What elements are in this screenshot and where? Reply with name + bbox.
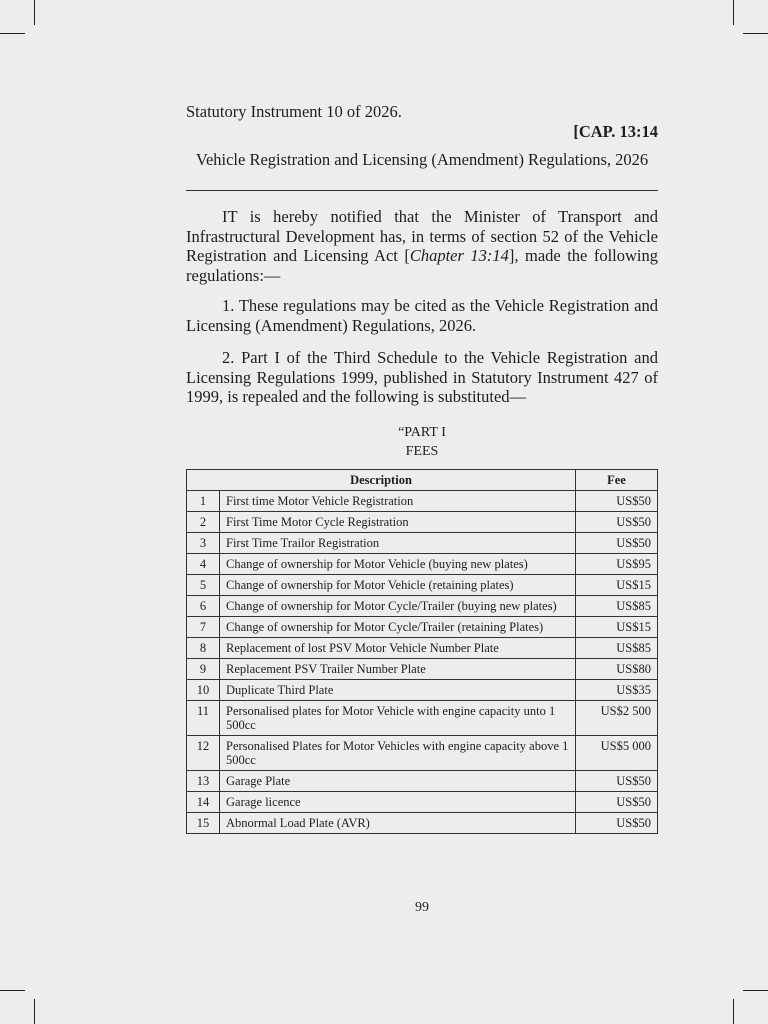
regulations-title: Vehicle Registration and Licensing (Amendment) Regulations, 2026 (195, 150, 649, 169)
row-description: Personalised Plates for Motor Vehicles with engine capacity above 1 500cc (220, 736, 576, 771)
crop-mark-top-right (733, 0, 734, 25)
table-row (187, 491, 658, 512)
act-citation: Chapter 13:14 (409, 246, 509, 265)
row-description: Duplicate Third Plate (220, 680, 576, 701)
row-fee: US$15 (576, 617, 658, 638)
row-fee: US$35 (576, 680, 658, 701)
table-row (187, 792, 658, 813)
row-description: First Time Trailor Registration (220, 533, 576, 554)
row-number: 11 (187, 701, 220, 736)
row-description: Abnormal Load Plate (AVR) (220, 813, 576, 834)
table-row (187, 575, 658, 596)
table-row (187, 638, 658, 659)
row-fee: US$2 500 (576, 701, 658, 736)
row-description: Personalised plates for Motor Vehicle with engine capacity unto 1 500cc (220, 701, 576, 736)
paragraph-1-text: 1. These regulations may be cited as the Vehicle Registration and Licensing (Amendment) Regulations, 2026. (186, 296, 658, 335)
row-fee: US$85 (576, 596, 658, 617)
crop-mark-bottom-left (0, 990, 25, 991)
table-row (187, 554, 658, 575)
preamble-text: is hereby notified that the Minister of Transport and Infrastructural Development has, in terms of section 52 of the Vehicle Registration and Licensing Act [ (186, 207, 658, 265)
row-fee: US$80 (576, 659, 658, 680)
row-number: 15 (187, 813, 220, 834)
crop-mark-top-left (0, 33, 25, 34)
row-fee: US$50 (576, 533, 658, 554)
instrument-number: Statutory Instrument 10 of 2026. (186, 102, 402, 121)
part-subtitle: FEES (405, 444, 439, 459)
table-row (187, 659, 658, 680)
preamble-text-end: ], made the following regulations:— (186, 246, 658, 285)
row-number: 10 (187, 680, 220, 701)
row-fee: US$50 (576, 792, 658, 813)
row-fee: US$50 (576, 771, 658, 792)
paragraph-2-text: 2. Part I of the Third Schedule to the Vehicle Registration and Licensing Regulations 1999, published in Statutory Instrument 427 of 1999, is repealed and the following is substituted— (186, 348, 658, 406)
header-fee: Fee (576, 470, 658, 491)
row-description: Change of ownership for Motor Vehicle (buying new plates) (220, 554, 576, 575)
header-description: Description (187, 470, 576, 491)
table-row (187, 617, 658, 638)
row-description: First Time Motor Cycle Registration (220, 512, 576, 533)
row-number: 4 (187, 554, 220, 575)
part-heading (186, 423, 658, 461)
table-row (187, 680, 658, 701)
crop-mark-bottom-left (34, 999, 35, 1024)
row-fee: US$50 (576, 491, 658, 512)
table-row (187, 512, 658, 533)
row-description: First time Motor Vehicle Registration (220, 491, 576, 512)
title-divider (186, 190, 658, 191)
row-fee: US$85 (576, 638, 658, 659)
row-fee: US$5 000 (576, 736, 658, 771)
row-number: 7 (187, 617, 220, 638)
row-number: 14 (187, 792, 220, 813)
table-row (187, 813, 658, 834)
crop-mark-top-right (743, 33, 768, 34)
row-number: 3 (187, 533, 220, 554)
row-description: Change of ownership for Motor Cycle/Trailer (buying new plates) (220, 596, 576, 617)
row-number: 9 (187, 659, 220, 680)
row-description: Change of ownership for Motor Vehicle (retaining plates) (220, 575, 576, 596)
row-number: 6 (187, 596, 220, 617)
page-number: 99 (415, 900, 429, 915)
row-number: 5 (187, 575, 220, 596)
fees-table (186, 469, 658, 834)
row-number: 8 (187, 638, 220, 659)
table-row (187, 771, 658, 792)
table-row (187, 701, 658, 736)
crop-mark-bottom-right (733, 999, 734, 1024)
fees-table-body (187, 491, 658, 834)
row-number: 12 (187, 736, 220, 771)
table-row (187, 736, 658, 771)
row-description: Garage licence (220, 792, 576, 813)
table-header-row (187, 470, 658, 491)
row-fee: US$50 (576, 813, 658, 834)
crop-mark-bottom-right (743, 990, 768, 991)
row-fee: US$15 (576, 575, 658, 596)
row-number: 1 (187, 491, 220, 512)
row-description: Replacement of lost PSV Motor Vehicle Number Plate (220, 638, 576, 659)
crop-mark-top-left (34, 0, 35, 25)
part-title: “PART I (398, 425, 446, 440)
chapter-reference: [CAP. 13:14 (573, 122, 658, 141)
row-number: 13 (187, 771, 220, 792)
row-number: 2 (187, 512, 220, 533)
preamble-paragraph (186, 207, 658, 285)
preamble-lead: IT (222, 207, 238, 226)
paragraph-1 (186, 296, 658, 335)
table-row (187, 596, 658, 617)
table-row (187, 533, 658, 554)
row-description: Change of ownership for Motor Cycle/Trailer (retaining Plates) (220, 617, 576, 638)
row-fee: US$95 (576, 554, 658, 575)
row-fee: US$50 (576, 512, 658, 533)
row-description: Replacement PSV Trailer Number Plate (220, 659, 576, 680)
paragraph-2 (186, 348, 658, 407)
row-description: Garage Plate (220, 771, 576, 792)
